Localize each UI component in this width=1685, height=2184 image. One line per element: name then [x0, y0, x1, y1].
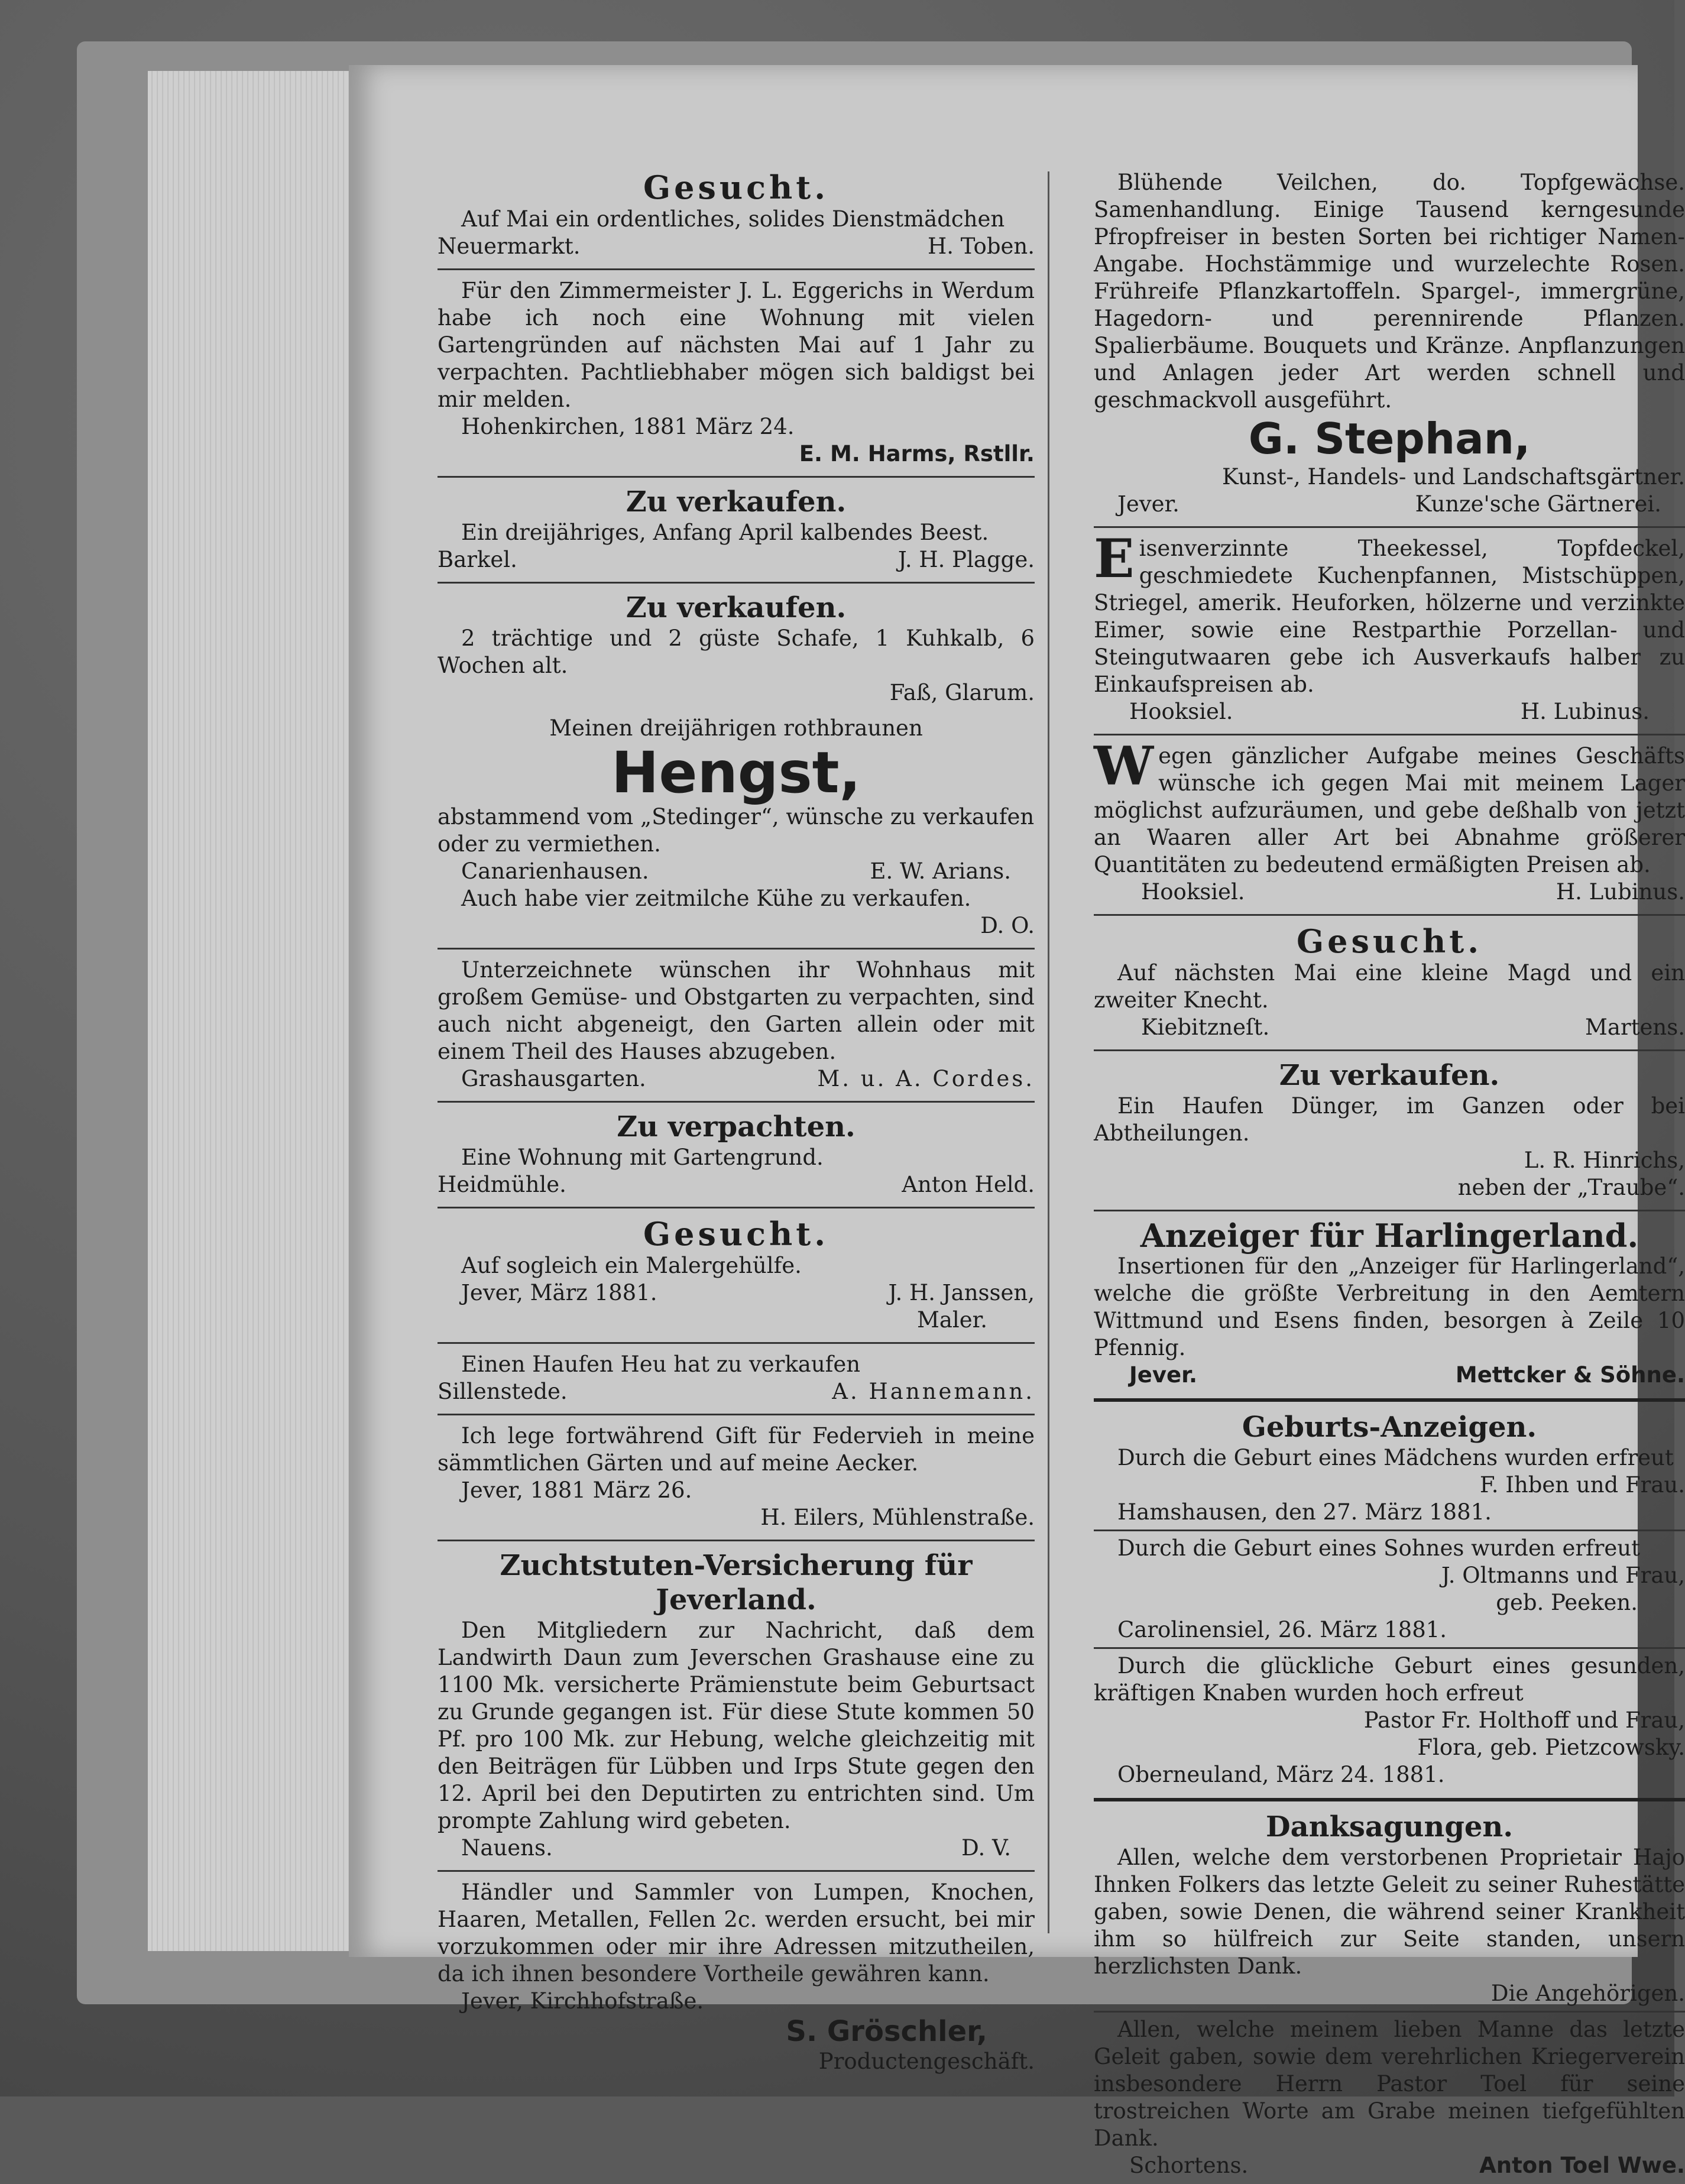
ad-signature: E. M. Harms, Rstllr.: [799, 441, 1035, 466]
ad-place: Jever.: [1129, 1362, 1198, 1388]
ad-signature: S. Gröschler,: [786, 2015, 987, 2048]
ad-signature-2: neben der „Traube“.: [1457, 1175, 1685, 1200]
ad-title: Anzeiger für Harlingerland.: [1140, 1217, 1639, 1255]
ad-footer: [438, 1835, 1035, 1862]
ad-body: Auf nächsten Mai eine kleine Magd und ein zweiter Knecht.: [1094, 960, 1685, 1013]
ad-footer: [1094, 491, 1685, 518]
rule: [438, 1414, 1035, 1415]
birth-3-signature-b: Flora, geb. Pietzcowsky.: [1417, 1735, 1685, 1760]
thanks-2-body: Allen, welche meinem lieben Manne das letzte Geleit gaben, sowie dem verehrlichen Kriegerverein insbesondere Herrn Pastor Toel für seine trostreichen Worte am Grabe meinen tiefgefühlten Dank.: [1094, 2017, 1685, 2151]
ad-title: Zu verkaufen.: [1279, 1059, 1500, 1092]
rule: [438, 1870, 1035, 1872]
ad-signature: M. u. A. Cordes.: [817, 1066, 1035, 1091]
ad-verkaufen-hinrichs: [1094, 1055, 1685, 1206]
newspaper-page: [349, 65, 1685, 2178]
ad-verpachten-held: [438, 1106, 1035, 1203]
ad-title: Zu verkaufen.: [626, 591, 847, 624]
ad-body: Unterzeichnete wünschen ihr Wohnhaus mit großem Gemüse- und Obstgarten zu verpachten, sind auch nicht abgeneigt, den Garten allein oder mit einem Theil des Hauses abzugeben.: [438, 957, 1035, 1064]
ad-signature: H. Toben.: [927, 234, 1035, 259]
ad-groeschler: [438, 1875, 1035, 2080]
ad-body: Einen Haufen Heu hat zu verkaufen: [461, 1352, 861, 1377]
ad-title: Hengst,: [611, 740, 861, 806]
ad-title: Gesucht.: [1296, 922, 1483, 960]
ad-body-2: Auch habe vier zeitmilche Kühe zu verkaufen.: [461, 886, 971, 911]
ad-hannemann: [438, 1347, 1035, 1410]
ad-place: Jever.: [1117, 491, 1180, 517]
ad-signature: H. Lubinus.: [1520, 699, 1650, 724]
ad-footer: [438, 546, 1035, 573]
ad-signature: L. R. Hinrichs,: [1524, 1148, 1685, 1173]
ad-subtitle: Kunst-, Handels- und Landschaftsgärtner.: [1222, 464, 1685, 490]
ad-footer: [438, 233, 1035, 260]
ad-hengst: [438, 711, 1035, 944]
ad-intro: Meinen dreijährigen rothbraunen: [549, 715, 923, 741]
ad-signature: H. Eilers, Mühlenstraße.: [760, 1505, 1035, 1530]
birth-1-date: Hamshausen, den 27. März 1881.: [1117, 1499, 1492, 1525]
ad-place: Hooksiel.: [1141, 879, 1245, 905]
ad-signature-2: D. O.: [980, 913, 1035, 938]
ad-body-block: [1094, 735, 1685, 879]
rule: [1094, 1210, 1685, 1211]
ad-gesucht-toben: [438, 166, 1035, 265]
thanks-1-body: Allen, welche dem verstorbenen Proprietair Hajo Ihnken Folkers das letzte Geleit zu seiner Ruhestätte gaben, sowie Denen, die während seiner Krankheit ihm so hülfreich zur Seite standen, unsern herzlichsten Dank.: [1094, 1845, 1685, 1979]
ad-place: Neuermarkt.: [438, 234, 581, 259]
ad-place: Barkel.: [438, 547, 517, 572]
ad-stephan: [1094, 166, 1685, 523]
rule: [1094, 1647, 1685, 1649]
ad-place: Kiebitzneſt.: [1141, 1015, 1270, 1040]
rule-thick: [1094, 1398, 1685, 1402]
ad-zuchtstuten: [438, 1545, 1035, 1867]
ad-body: Ein Haufen Dünger, im Ganzen oder bei Abtheilungen.: [1094, 1093, 1685, 1146]
ad-signature-2: Maler.: [916, 1307, 987, 1333]
rule: [1094, 1530, 1685, 1531]
ad-title: Gesucht.: [643, 1215, 829, 1253]
ad-body: abstammend vom „Stedinger“, wünsche zu verkaufen oder zu vermiethen.: [438, 804, 1035, 857]
ad-signature: Anton Toel Wwe.: [1479, 2153, 1685, 2178]
ad-body: 2 trächtige und 2 güste Schafe, 1 Kuhkalb, 6 Wochen alt.: [438, 626, 1035, 678]
birth-2-date: Carolinensiel, 26. März 1881.: [1117, 1617, 1447, 1642]
drop-cap: W: [1094, 735, 1154, 798]
ad-place: Grashausgarten.: [461, 1066, 646, 1091]
ad-title: Danksagungen.: [1265, 1810, 1514, 1843]
rule: [438, 582, 1035, 584]
ad-signature: Faß, Glarum.: [889, 680, 1035, 705]
ad-harlingerland: [1094, 1215, 1685, 1394]
rule: [1094, 1049, 1685, 1051]
ad-title: G. Stephan,: [1248, 414, 1531, 464]
rule: [1094, 734, 1685, 735]
ad-signature: H. Lubinus.: [1556, 879, 1685, 905]
ad-eggerichs: [438, 274, 1035, 472]
ad-signature: Anton Held.: [902, 1172, 1035, 1197]
ad-geburts-anzeigen: [1094, 1407, 1685, 1793]
ad-footer: [1094, 1362, 1685, 1389]
ad-footer: [438, 1065, 1035, 1093]
thanks-2-footer: [1094, 2152, 1685, 2179]
ad-body: egen gänzlicher Aufgabe meines Geschäfts wünsche ich gegen Mai mit meinem Lager möglichst aufzuräumen, und gebe deßhalb von jetzt an Waaren aller Art bei Abnahme größerer Quantitäten zu bedeutend ermäßigten Preisen ab.: [1094, 743, 1685, 877]
ad-body: Den Mitgliedern zur Nachricht, daß dem Landwirth Daun zum Jeverschen Grashause eine zu 1100 Mk. versicherte Prämienstute beim Geburtsact zu Grunde gegangen ist. Für diese Stute kommen 50 Pf. pro 100 Mk. zur Hebung, welche gleichzeitig mit den Beiträgen für Lübben und Irps Stute gegen den 12. April bei den Deputirten zu entrichten sind. Um prompte Zahlung wird gebeten.: [438, 1618, 1035, 1833]
ad-place: Jever, März 1881.: [461, 1280, 657, 1305]
ad-body: Ich lege fortwährend Gift für Federvieh in meine sämmtlichen Gärten und auf meine Aecker.: [438, 1423, 1035, 1476]
ad-body: Eine Wohnung mit Gartengrund.: [461, 1145, 824, 1170]
left-column: [438, 166, 1035, 2080]
rule: [438, 948, 1035, 950]
ad-date: Hohenkirchen, 1881 März 24.: [461, 414, 795, 439]
ad-place: Schortens.: [1129, 2153, 1249, 2178]
right-column: [1094, 166, 1685, 2184]
ad-body: Auf sogleich ein Malergehülfe.: [461, 1253, 802, 1278]
ad-body: Händler und Sammler von Lumpen, Knochen, Haaren, Metallen, Fellen 2c. werden ersucht, bei mir vorzukommen oder mir ihre Adressen mitzutheilen, da ich ihnen besondere Vortheile gewähren kann.: [438, 1880, 1035, 1987]
ad-footer: [438, 1171, 1035, 1198]
ad-signature: D. V.: [961, 1835, 1011, 1861]
ad-title: Gesucht.: [643, 169, 829, 206]
rule: [438, 476, 1035, 478]
ad-footer: [438, 858, 1035, 885]
rule: [1094, 2011, 1685, 2013]
ad-signature-2: Productengeschäft.: [818, 2049, 1035, 2074]
ad-place: Sillenstede.: [438, 1379, 568, 1404]
ad-signature: J. H. Plagge.: [897, 547, 1035, 572]
ad-footer: [438, 1279, 1035, 1307]
page-stack-edges: [148, 71, 357, 1951]
ad-lubinus-1: [1094, 527, 1685, 730]
ad-place: Hooksiel.: [1129, 699, 1233, 724]
ad-footer: [1094, 879, 1685, 906]
ad-body: Ein dreijähriges, Anfang April kalbendes Beest.: [461, 520, 989, 545]
ad-footer: [438, 1378, 1035, 1405]
birth-2-signature: J. Oltmanns und Frau,: [1441, 1563, 1685, 1588]
ad-body: isenverzinnte Theekessel, Topfdeckel, geschmiedete Kuchenpfannen, Mistschüppen, Striegel, amerik. Heuforken, hölzerne und verzinkte Eimer, sowie eine Restparthie Porzellan- und Steingutwaaren gebe ich Ausverkaufs halber zu Einkaufspreisen ab.: [1094, 536, 1685, 697]
ad-signature: Martens.: [1585, 1015, 1685, 1040]
ad-place: Jever, Kirchhofstraße.: [461, 1988, 704, 2014]
ad-signature: Mettcker & Söhne.: [1455, 1362, 1685, 1388]
thanks-1-signature: Die Angehörigen.: [1490, 1981, 1685, 2006]
rule: [438, 1540, 1035, 1541]
birth-3-signature: Pastor Fr. Holthoff und Frau,: [1363, 1707, 1685, 1733]
ad-body: Insertionen für den „Anzeiger für Harlingerland“, welche die größte Verbreitung in den Aemtern Wittmund und Esens finden, besorgen à Zeile 10 Pfennig.: [1094, 1253, 1685, 1360]
ad-body: Blühende Veilchen, do. Topfgewächse. Samenhandlung. Einige Tausend kerngesunde Pfropfreiser in besten Sorten bei richtiger Namen-Angabe. Hochstämmige und wurzelechte Rosen. Frühreife Pflanzkartoffeln. Spargel-, immergrüne, Hagedorn- und perennirende Pflanzen. Spalierbäume. Bouquets und Kränze. Anpflanzungen und Anlagen jeder Art werden schnell und geschmackvoll ausgeführt.: [1094, 170, 1685, 413]
ad-gesucht-janssen: [438, 1212, 1035, 1339]
ad-title: Zu verkaufen.: [626, 485, 847, 519]
ad-signature: Kunze'sche Gärtnerei.: [1415, 491, 1661, 517]
ad-title: Zu verpachten.: [617, 1110, 856, 1143]
ad-gesucht-martens: [1094, 919, 1685, 1046]
column-divider: [1048, 171, 1049, 1933]
rule: [438, 268, 1035, 270]
ad-verkaufen-schafe: [438, 587, 1035, 711]
ad-signature: J. H. Janssen,: [888, 1280, 1035, 1305]
ad-body: Auf Mai ein ordentliches, solides Dienstmädchen: [461, 206, 1005, 232]
ad-place: Canarienhausen.: [461, 858, 649, 884]
ad-signature: E. W. Arians.: [870, 858, 1011, 884]
rule-thick: [1094, 1798, 1685, 1801]
rule: [1094, 914, 1685, 916]
ad-signature: A. Hannemann.: [832, 1379, 1035, 1404]
ad-verkaufen-plagge: [438, 481, 1035, 578]
drop-cap: E: [1094, 527, 1135, 590]
ad-body-block: [1094, 527, 1685, 698]
rule: [438, 1342, 1035, 1344]
ad-place: Nauens.: [461, 1835, 553, 1861]
birth-1-body: Durch die Geburt eines Mädchens wurden erfreut: [1117, 1445, 1674, 1470]
birth-3-date: Oberneuland, März 24. 1881.: [1117, 1762, 1445, 1787]
ad-date: Jever, 1881 März 26.: [461, 1477, 692, 1503]
ad-title: Zuchtstuten-Versicherung für Jeverland.: [500, 1549, 973, 1616]
rule: [1094, 526, 1685, 528]
ad-eilers: [438, 1419, 1035, 1536]
ad-title: Geburts-Anzeigen.: [1242, 1411, 1537, 1444]
birth-3-body: Durch die glückliche Geburt eines gesunden, kräftigen Knaben wurden hoch erfreut: [1094, 1653, 1685, 1706]
ad-body: Für den Zimmermeister J. L. Eggerichs in Werdum habe ich noch eine Wohnung mit vielen Gartengründen auf nächsten Mai auf 1 Jahr zu verpachten. Pachtliebhaber mögen sich baldigst bei mir melden.: [438, 278, 1035, 412]
rule: [438, 1207, 1035, 1208]
ad-lubinus-2: [1094, 735, 1685, 910]
ad-danksagungen: [1094, 1806, 1685, 2184]
birth-2-body: Durch die Geburt eines Sohnes wurden erfreut: [1117, 1535, 1641, 1561]
ad-footer: [1094, 698, 1685, 725]
ad-footer: [1094, 1014, 1685, 1041]
ad-cordes: [438, 953, 1035, 1097]
birth-1-signature: F. Ihben und Frau.: [1479, 1472, 1685, 1498]
ad-place: Heidmühle.: [438, 1172, 566, 1197]
birth-2-signature-b: geb. Peeken.: [1496, 1590, 1638, 1615]
rule: [438, 1101, 1035, 1103]
